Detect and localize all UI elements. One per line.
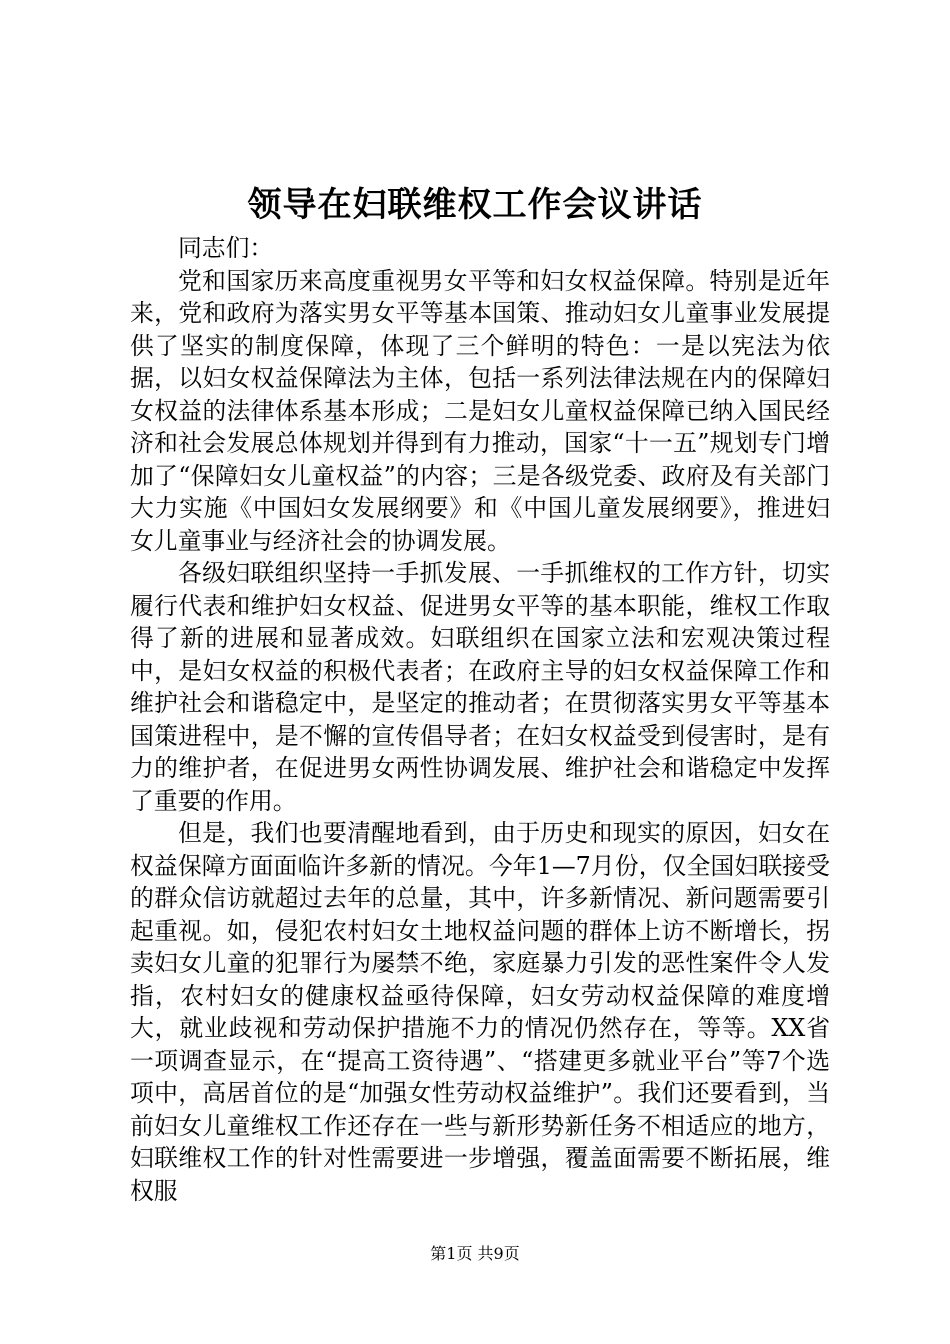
paragraph-2: 各级妇联组织坚持一手抓发展、一手抓维权的工作方针，切实履行代表和维护妇女权益、促进男女平等的基本职能，维权工作取得了新的进展和显著成效。妇联组织在国家立法和宏观决策过程中，是妇女权益的积极代表者；在政府主导的妇女权益保障工作和维护社会和谐稳定中，是坚定的推动者；在贯彻落实男女平等基本国策进程中，是不懈的宣传倡导者；在妇女权益受到侵害时，是有力的维护者，在促进男女两性协调发展、维护社会和谐稳定中发挥了重要的作用。 — [130, 559, 830, 815]
document-body — [130, 232, 830, 1207]
paragraph-1: 党和国家历来高度重视男女平等和妇女权益保障。特别是近年来，党和政府为落实男女平等基本国策、推动妇女儿童事业发展提供了坚实的制度保障，体现了三个鲜明的特色：一是以宪法为依据，以妇女权益保障法为主体，包括一系列法律法规在内的保障妇女权益的法律体系基本形成；二是妇女儿童权益保障已纳入国民经济和社会发展总体规划并得到有力推动，国家“十一五”规划专门增加了“保障妇女儿童权益”的内容；三是各级党委、政府及有关部门大力实施《中国妇女发展纲要》和《中国儿童发展纲要》，推进妇女儿童事业与经济社会的协调发展。 — [130, 266, 830, 555]
salutation: 同志们： — [178, 234, 274, 262]
paragraph-3: 但是，我们也要清醒地看到，由于历史和现实的原因，妇女在权益保障方面面临许多新的情况。今年1—7月份，仅全国妇联接受的群众信访就超过去年的总量，其中，许多新情况、新问题需要引起重视。如，侵犯农村妇女土地权益问题的群体上访不断增长，拐卖妇女儿童的犯罪行为屡禁不绝，家庭暴力引发的恶性案件令人发指，农村妇女的健康权益亟待保障，妇女劳动权益保障的难度增大，就业歧视和劳动保护措施不力的情况仍然存在，等等。XX省一项调查显示，在“提高工资待遇”、“搭建更多就业平台”等7个选项中，高居首位的是“加强女性劳动权益维护”。我们还要看到，当前妇女儿童维权工作还存在一些与新形势新任务不相适应的地方，妇联维权工作的针对性需要进一步增强，覆盖面需要不断拓展，维权服 — [130, 819, 830, 1205]
document-title: 领导在妇联维权工作会议讲话 — [247, 185, 703, 225]
page-number-footer: 第1页 共9页 — [430, 1244, 520, 1263]
